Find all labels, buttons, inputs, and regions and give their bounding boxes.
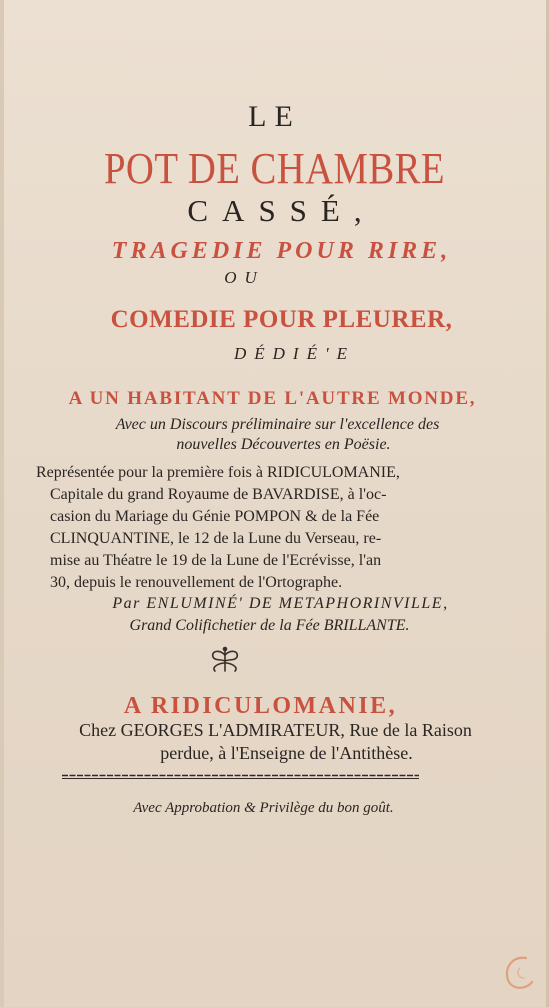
author-title-line: Grand Colifichetier de la Fée BRILLANTE. <box>129 617 410 634</box>
imprint-address: perdue, à l'Enseigne de l'Antithèse. <box>160 743 413 763</box>
subtitle-comedie: COMEDIE POUR PLEURER, <box>110 306 453 333</box>
representation-line: casion du Mariage du Génie POMPON & de la Fée <box>50 508 380 525</box>
representation-line: Capitale du grand Royaume de BAVARDISE, à l'oc- <box>50 486 387 503</box>
library-stamp-icon <box>496 948 542 998</box>
left-page-edge <box>0 0 4 1007</box>
title-casse: CASSÉ, <box>187 193 376 228</box>
dedie-label: DÉDIÉ'E <box>233 344 355 363</box>
author-line: Par ENLUMINÉ' DE METAPHORINVILLE, <box>112 595 449 612</box>
discours-line-1: Avec un Discours préliminaire sur l'excellence des <box>115 416 440 433</box>
approbation-line: Avec Approbation & Privilège du bon goût. <box>133 800 394 816</box>
imprint-publisher: Chez GEORGES L'ADMIRATEUR, Rue de la Raison <box>79 720 472 740</box>
imprint-place: A RIDICULOMANIE, <box>123 693 398 719</box>
representation-paragraph <box>36 462 516 594</box>
discours-line-2: nouvelles Découvertes en Poësie. <box>176 436 391 453</box>
representation-line: mise au Théatre le 19 de la Lune de l'Ecrévisse, l'an <box>50 552 382 569</box>
dedication-heading: A UN HABITANT DE L'AUTRE MONDE, <box>68 388 477 409</box>
subtitle-tragedie: TRAGEDIE POUR RIRE, <box>111 238 452 264</box>
subtitle-ou: OU <box>224 268 265 287</box>
title-article: LE <box>248 100 301 133</box>
representation-line: 30, depuis le renouvellement de l'Ortographe. <box>50 574 343 591</box>
representation-line: Représentée pour la première fois à RIDICULOMANIE, <box>36 464 400 481</box>
fleuron-ornament-icon <box>205 645 245 675</box>
title-main: POT DE CHAMBRE <box>103 144 446 193</box>
double-rule-divider <box>62 774 419 780</box>
representation-line: CLINQUANTINE, le 12 de la Lune du Verseau, re- <box>50 530 382 547</box>
